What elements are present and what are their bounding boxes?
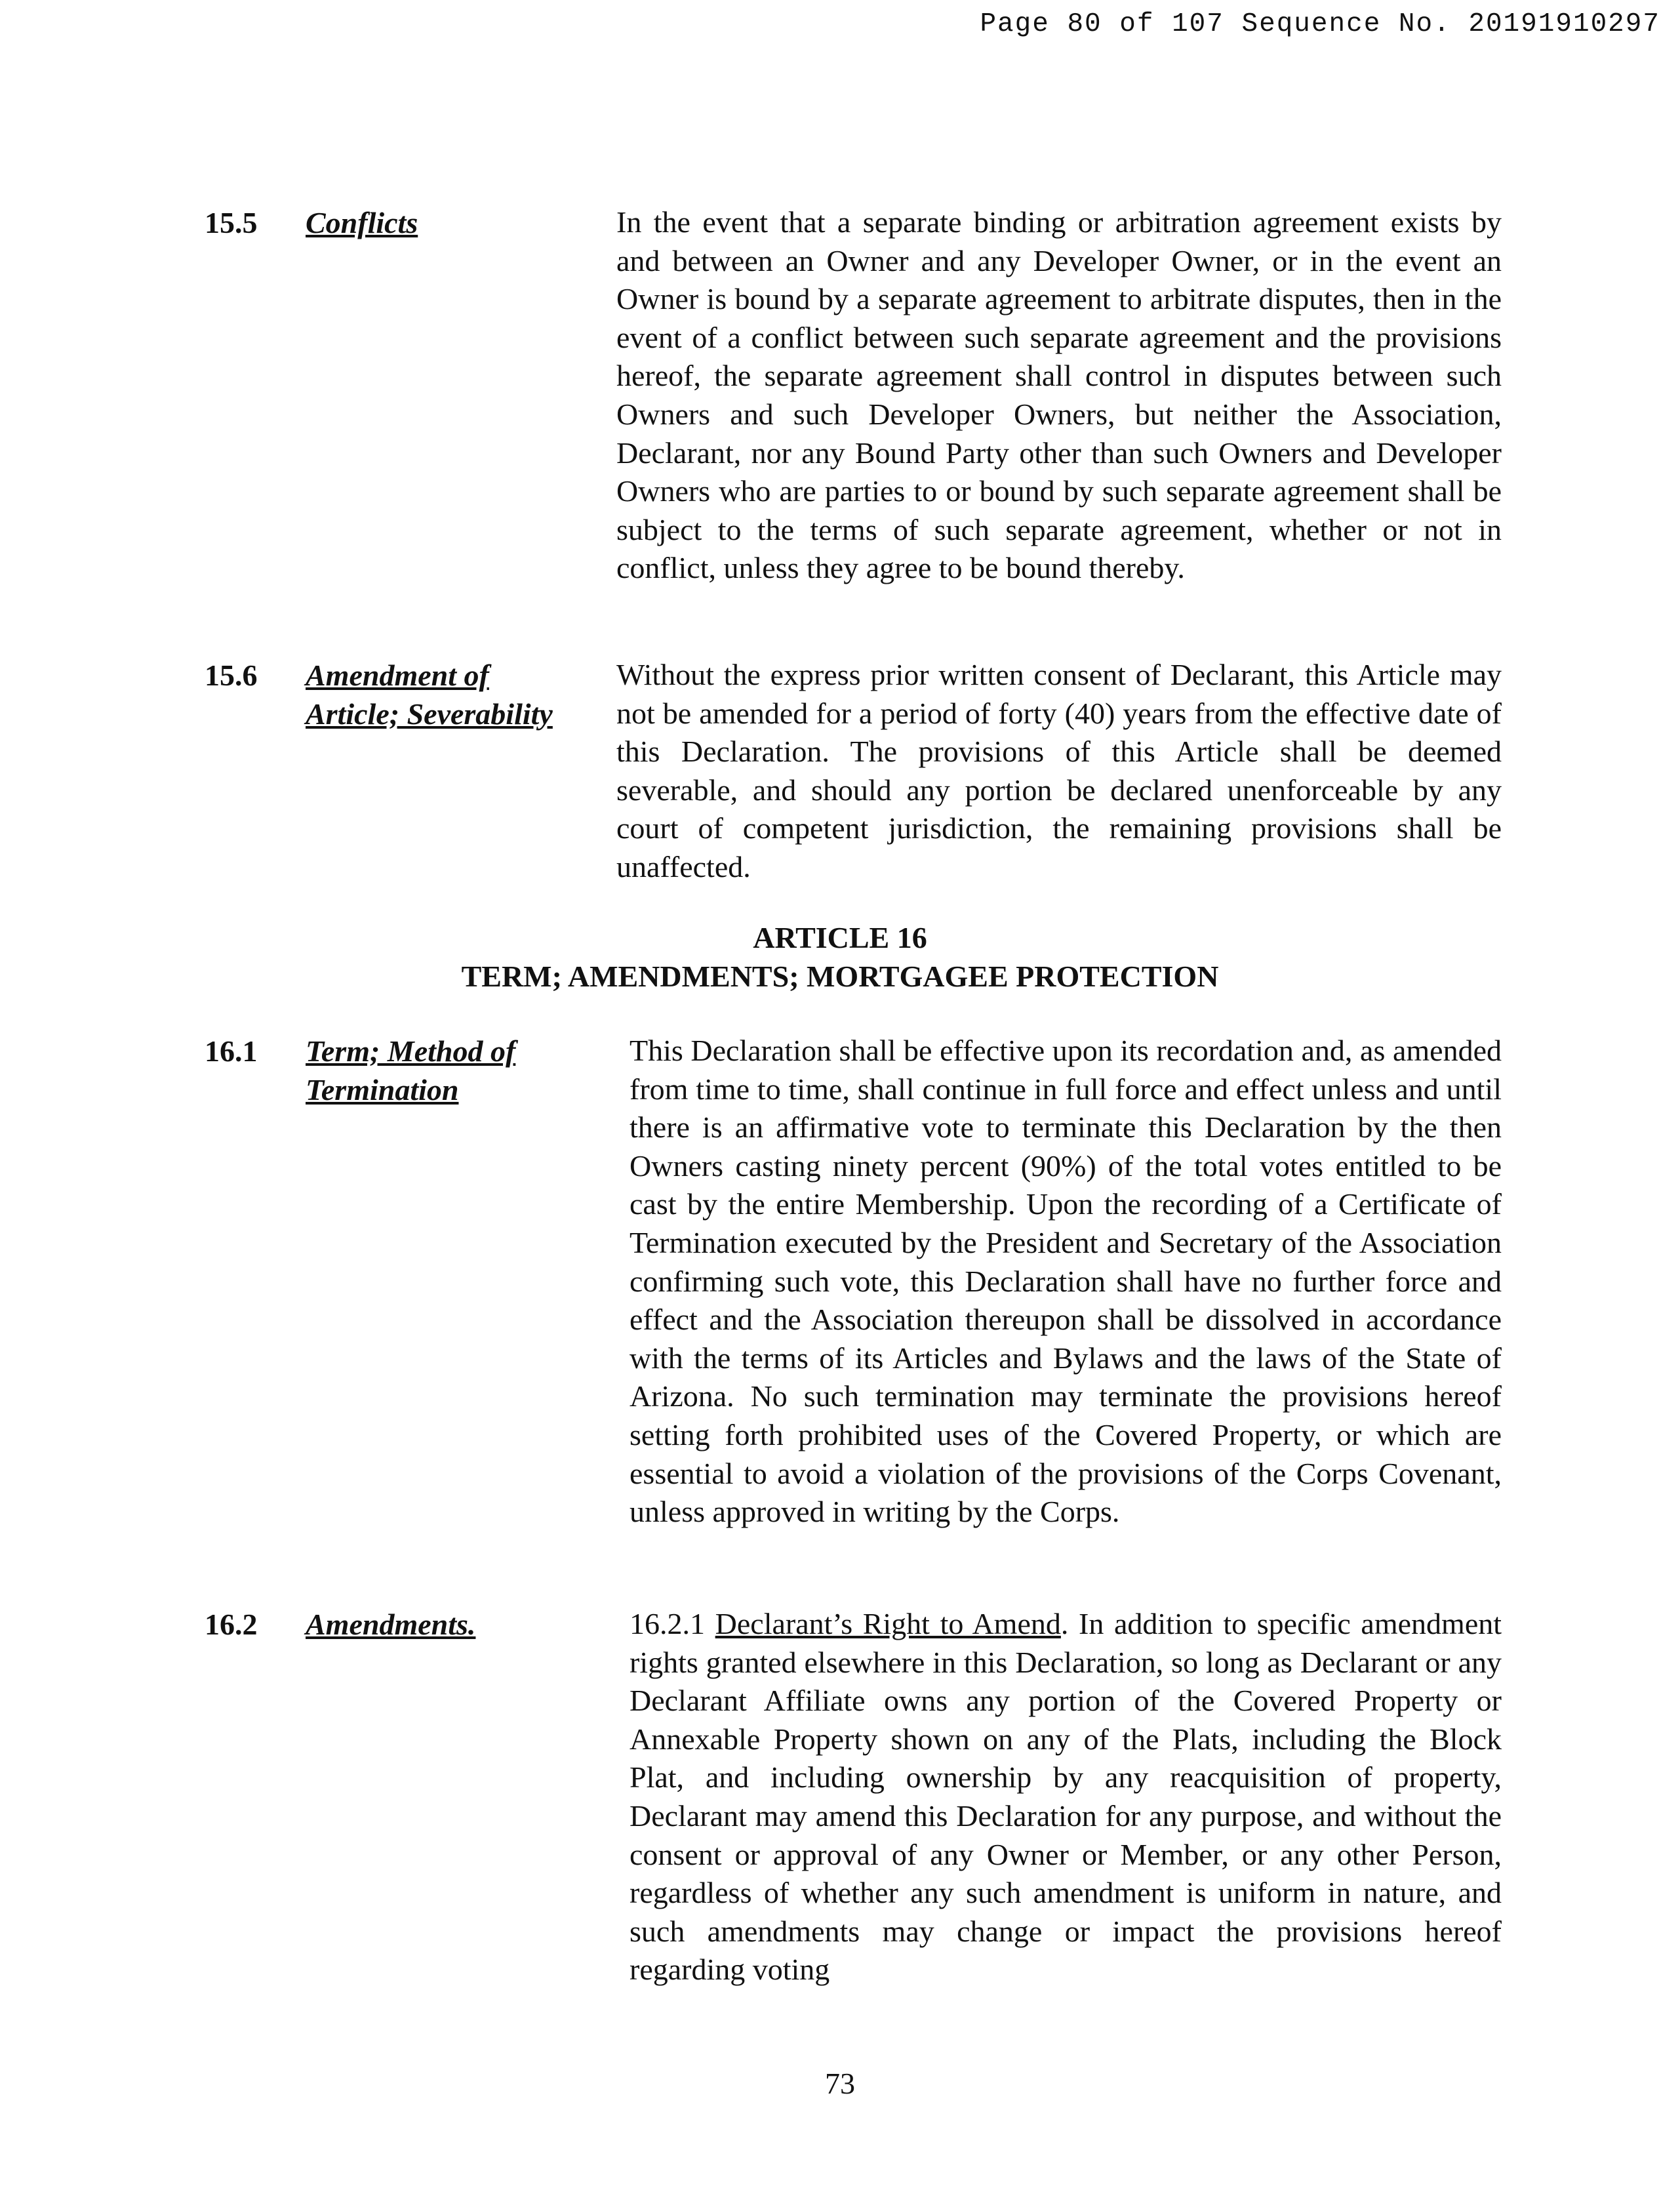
section-number: 15.6 bbox=[205, 659, 258, 692]
section-body: In the event that a separate binding or arbitration agreement exists by and between an Owner and any Developer Owner, or in the event an Owner is bound by a separate agreement to arbitrate disputes, then in the event of a conflict between such separate agreement and the provisions hereof, the separate agreement shall control in disputes between such Owners and such Developer Owners, but neither the Association, Declarant, nor any Bound Party other than such Owners and Developer Owners who are parties to or bound by such separate agreement shall be subject to the terms of such separate agreement, whether or not in conflict, unless they agree to be bound thereby. bbox=[616, 205, 1502, 585]
subsection-number: 16.2.1 bbox=[630, 1607, 705, 1640]
article-number: ARTICLE 16 bbox=[753, 921, 927, 954]
section-title-line: Article; Severability bbox=[306, 697, 553, 731]
section-title-line: Amendments. bbox=[306, 1608, 476, 1641]
section-number: 15.5 bbox=[205, 206, 258, 239]
section-title-line: Term; Method of bbox=[306, 1034, 516, 1068]
subsection-body: . In addition to specific amendment rights granted elsewhere in this Declaration, so long as Declarant or any Declarant Affiliate owns any portion of the Covered Property or Annexable Property shown on any of the Plats, including the Block Plat, and including ownership by any reacquisition of property, Declarant may amend this Declaration for any purpose, and without the consent or approval of any Owner or Member, or any other Person, regardless of whether any such amendment is uniform in nature, and such amendments may change or impact the provisions hereof regarding voting bbox=[630, 1607, 1502, 1987]
section-number: 16.2 bbox=[205, 1608, 258, 1641]
section-title bbox=[306, 203, 418, 242]
page-sequence-header: Page 80 of 107 Sequence No. 20191910297 bbox=[980, 9, 1660, 39]
section-number: 16.1 bbox=[205, 1034, 258, 1068]
page-number: 73 bbox=[825, 2067, 855, 2100]
section-title-line: Amendment of bbox=[306, 659, 489, 692]
section-title bbox=[306, 656, 553, 733]
section-body: Without the express prior written consent of Declarant, this Article may not be amended for a period of forty (40) years from the effective date of this Declaration. The provisions of this Article shall be deemed severable, and should any portion be declared unenforceable by any court of competent jurisdiction, the remaining provisions shall be unaffected. bbox=[616, 658, 1502, 883]
section-title bbox=[306, 1605, 475, 1644]
section-title bbox=[306, 1032, 515, 1109]
section-body bbox=[630, 1605, 1502, 1989]
article-title: TERM; AMENDMENTS; MORTGAGEE PROTECTION bbox=[461, 960, 1219, 993]
article-heading bbox=[0, 918, 1680, 996]
section-body: This Declaration shall be effective upon its recordation and, as amended from time to time, shall continue in full force and effect unless and until there is an affirmative vote to terminate this Declaration by the then Owners casting ninety percent (90%) of the total votes entitled to be cast by the entire Membership. Upon the recording of a Certificate of Termination executed by the President and Secretary of the Association confirming such vote, this Declaration shall have no further force and effect and the Association thereupon shall be dissolved in accordance with the terms of its Articles and Bylaws and the laws of the State of Arizona. No such termination may terminate the provisions hereof setting forth prohibited uses of the Covered Property, or which are essential to avoid a violation of the provisions of the Corps Covenant, unless approved in writing by the Corps. bbox=[630, 1034, 1502, 1529]
section-title-line: Termination bbox=[306, 1073, 459, 1106]
section-title-line: Conflicts bbox=[306, 206, 418, 239]
subsection-title: Declarant’s Right to Amend bbox=[715, 1607, 1061, 1640]
